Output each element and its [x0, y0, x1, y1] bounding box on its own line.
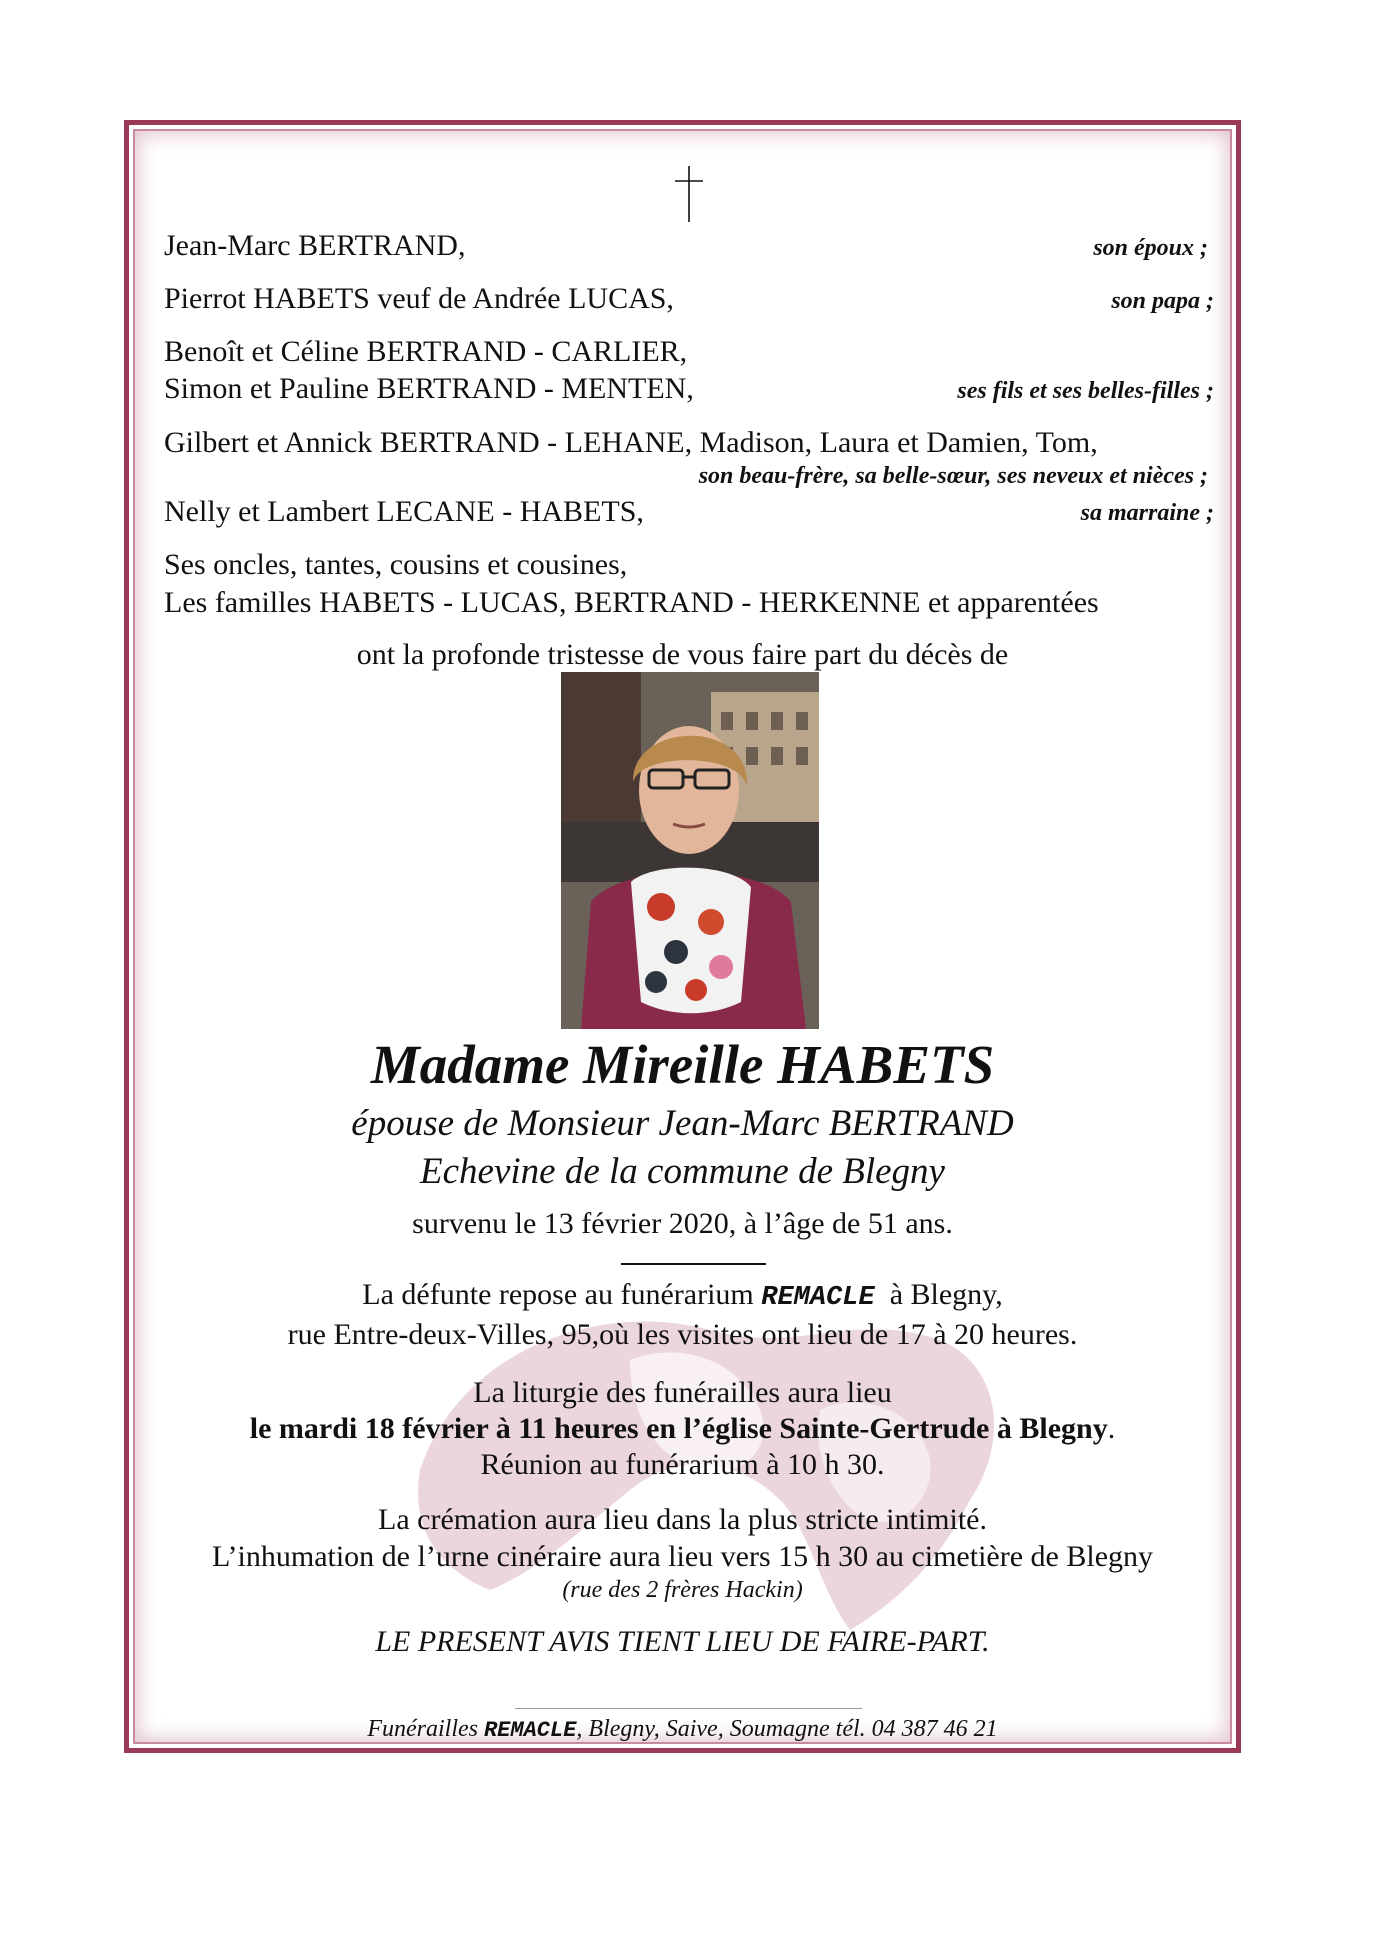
liturgy-intro: La liturgie des funérailles aura lieu: [473, 1376, 892, 1409]
family-line: Pierrot HABETS veuf de Andrée LUCAS,: [164, 282, 674, 315]
announcement: ont la profonde tristesse de vous faire part du décès de: [356, 638, 1009, 671]
family-role: son époux ;: [1093, 235, 1208, 261]
deceased-spouse: épouse de Monsieur Jean-Marc BERTRAND: [351, 1103, 1014, 1144]
cemetery-address: (rue des 2 frères Hackin): [562, 1577, 803, 1603]
family-line: Gilbert et Annick BERTRAND - LEHANE, Madison, Laura et Damien, Tom,: [164, 426, 1098, 459]
funeral-home-name: REMACLE: [761, 1283, 875, 1313]
family-line: Ses oncles, tantes, cousins et cousines,: [164, 548, 628, 581]
liturgy-meeting: Réunion au funérarium à 10 h 30.: [480, 1448, 885, 1481]
viewing-text: à Blegny,: [889, 1278, 1003, 1311]
family-line: Jean-Marc BERTRAND,: [164, 229, 466, 262]
viewing-line: [124, 1280, 1241, 1312]
deceased-name: Madame Mireille HABETS: [370, 1034, 995, 1095]
footer: [124, 1717, 1241, 1742]
inhumation-line: L’inhumation de l’urne cinéraire aura lieu vers 15 h 30 au cimetière de Blegny: [211, 1540, 1154, 1573]
footer-text: , Blegny, Saive, Soumagne tél. 04 387 46 21: [576, 1716, 998, 1742]
footer-divider: [515, 1708, 862, 1709]
viewing-address: rue Entre-deux-Villes, 95,où les visites ont lieu de 17 à 20 heures.: [287, 1318, 1078, 1351]
family-line: Benoît et Céline BERTRAND - CARLIER,: [164, 335, 688, 368]
footer-text: Funérailles: [367, 1716, 478, 1742]
death-date: survenu le 13 février 2020, à l’âge de 51 ans.: [412, 1207, 953, 1240]
liturgy-details-end: .: [1107, 1412, 1116, 1445]
footer-brand: REMACLE: [483, 1718, 577, 1743]
liturgy-details-line: [124, 1414, 1241, 1444]
cross-icon: [672, 164, 706, 224]
portrait-photo: [561, 672, 819, 1029]
cremation-line: La crémation aura lieu dans la plus stricte intimité.: [378, 1503, 987, 1536]
family-role: sa marraine ;: [1080, 500, 1214, 526]
family-line: Les familles HABETS - LUCAS, BERTRAND - HERKENNE et apparentées: [164, 586, 1099, 619]
viewing-text: La défunte repose au funérarium: [362, 1278, 754, 1311]
family-role: ses fils et ses belles-filles ;: [957, 378, 1214, 404]
family-role: son beau-frère, sa belle-sœur, ses neveux et nièces ;: [698, 463, 1208, 489]
notice: LE PRESENT AVIS TIENT LIEU DE FAIRE-PART.: [375, 1625, 990, 1658]
divider: [621, 1263, 766, 1265]
family-line: Nelly et Lambert LECANE - HABETS,: [164, 495, 644, 528]
family-line: Simon et Pauline BERTRAND - MENTEN,: [164, 372, 694, 405]
family-role: son papa ;: [1111, 288, 1214, 314]
deceased-title: Echevine de la commune de Blegny: [420, 1151, 945, 1192]
liturgy-details: le mardi 18 février à 11 heures en l’église Sainte-Gertrude à Blegny: [249, 1412, 1108, 1445]
